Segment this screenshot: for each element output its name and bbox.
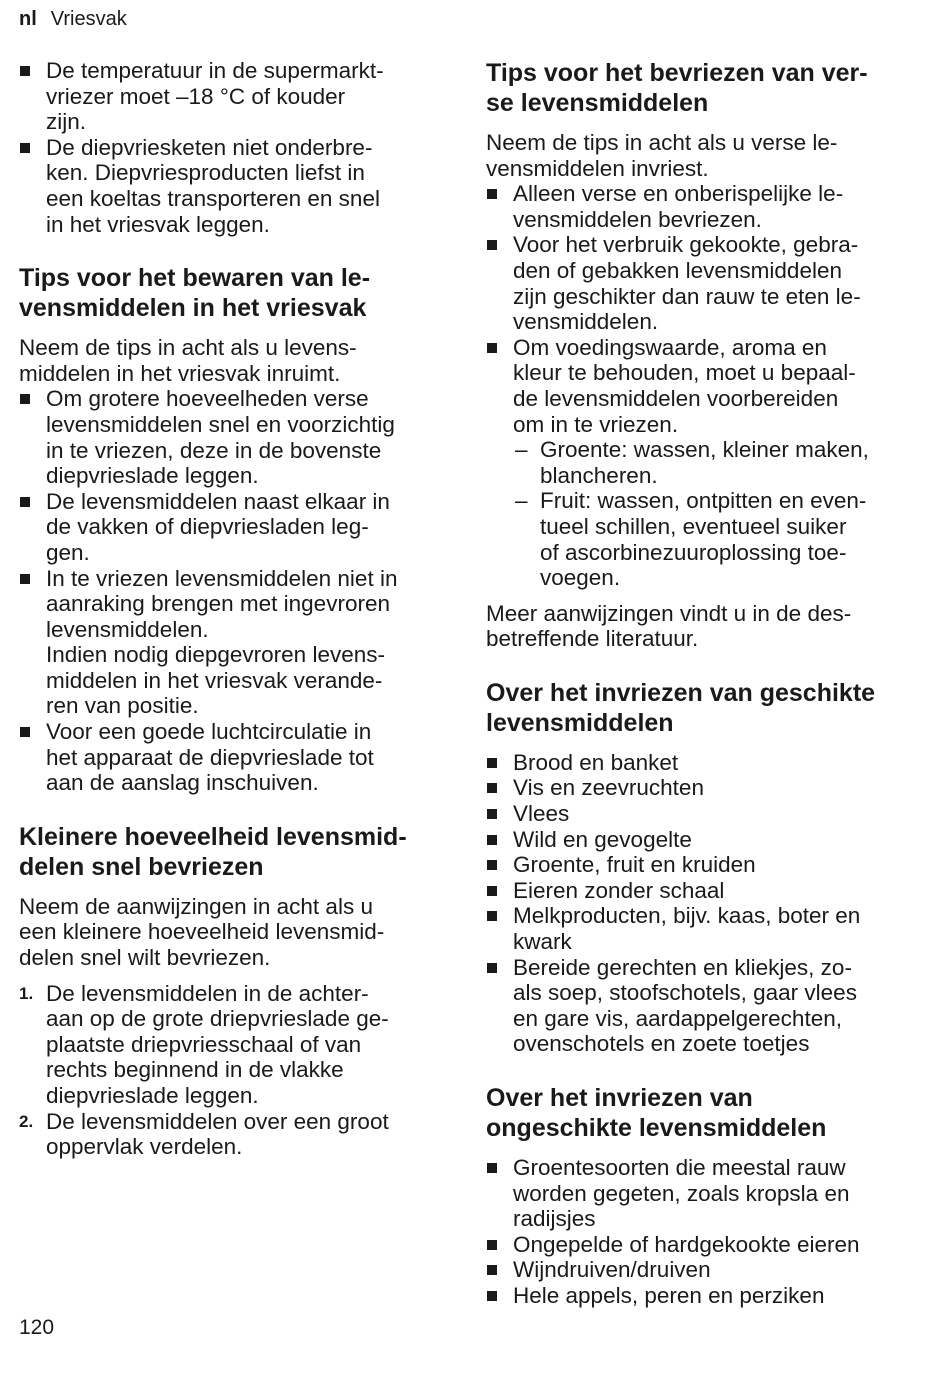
section-heading-unsuitable-foods: Over het invriezen van ongeschikte levensmiddelen (486, 1084, 827, 1142)
list-item: Brood en banket (486, 750, 906, 776)
list-item: De diepvriesketen niet onderbre- ken. Diepvriesproducten liefst in een koeltas transporteren en snel in het vriesvak leggen. (19, 135, 439, 237)
list-item: Ongepelde of hardgekookte eieren (486, 1232, 906, 1258)
list-item: Groente, fruit en kruiden (486, 852, 906, 878)
list-item: De temperatuur in de supermarkt- vriezer moet –18 °C of kouder zijn. (19, 58, 439, 135)
list-item: Wijndruiven/druiven (486, 1257, 906, 1283)
list-item: Alleen verse en onberispelijke le- vensmiddelen bevriezen. (486, 181, 906, 232)
step-number: 1. (19, 983, 34, 1003)
section-intro: Neem de aanwijzingen in acht als u een kleinere hoeveelheid levensmid- delen snel wilt bevriezen. (19, 893, 385, 971)
list-item: Om grotere hoeveelheden verse levensmiddelen snel en voorzichtig in te vriezen, deze in de bovenste diepvrieslade leggen. (19, 386, 439, 488)
section-outro: Meer aanwijzingen vindt u in de des- betreffende literatuur. (486, 600, 852, 652)
list-item: In te vriezen levensmiddelen niet in aanraking brengen met ingevroren levensmiddelen. Indien nodig diepgevroren levens- middelen in het vriesvak verande- ren van positie. (19, 566, 439, 720)
language-code: nl (19, 8, 37, 30)
list-item: Eieren zonder schaal (486, 878, 906, 904)
page-header (19, 8, 127, 31)
list-item: Wild en gevogelte (486, 827, 906, 853)
section-heading-fresh-freezing: Tips voor het bevriezen van ver- se levensmiddelen (486, 59, 868, 117)
step-text: De levensmiddelen over een groot oppervlak verdelen. (46, 1108, 389, 1160)
step-item (19, 981, 439, 1109)
list-item (486, 335, 906, 591)
section-heading-quick-freeze: Kleinere hoeveelheid levensmid- delen snel bevriezen (19, 822, 407, 881)
storing-tips-list (19, 386, 439, 796)
list-item: Vis en zeevruchten (486, 775, 906, 801)
quick-freeze-steps (19, 981, 439, 1160)
unsuitable-foods-list (486, 1155, 906, 1309)
list-item: De levensmiddelen naast elkaar in de vakken of diepvriesladen leg- gen. (19, 489, 439, 566)
section-intro: Neem de tips in acht als u levens- middelen in het vriesvak inruimt. (19, 335, 357, 386)
page-number: 120 (19, 1316, 55, 1339)
intro-bullet-list (19, 58, 439, 237)
step-text: De levensmiddelen in de achter- aan op de grote driepvrieslade ge- plaatste driepvriesschaal of van rechts beginnend in de vlakke diepvrieslade leggen. (46, 980, 389, 1108)
list-item: Groentesoorten die meestal rauw worden gegeten, zoals kropsla en radijsjes (486, 1155, 906, 1232)
list-item: Bereide gerechten en kliekjes, zo- als soep, stoofschotels, gaar vlees en gare vis, aardappelgerechten, ovenschotels en zoete toetjes (486, 955, 906, 1057)
section-heading-storing-tips: Tips voor het bewaren van le- vensmiddelen in het vriesvak (19, 264, 371, 323)
list-item: Voor een goede luchtcirculatie in het apparaat de diepvrieslade tot aan de aanslag inschuiven. (19, 719, 439, 796)
left-column (19, 58, 439, 1160)
step-item (19, 1109, 439, 1160)
suitable-foods-list (486, 750, 906, 1057)
fresh-freezing-list (486, 181, 906, 591)
section-name: Vriesvak (50, 8, 127, 30)
section-intro: Neem de tips in acht als u verse le- vensmiddelen invriest. (486, 130, 838, 181)
list-item: Hele appels, peren en perziken (486, 1283, 906, 1309)
list-item: Melkproducten, bijv. kaas, boter en kwark (486, 903, 906, 954)
sub-list-item: – Groente: wassen, kleiner maken, blancheren. (513, 437, 906, 488)
list-item: Voor het verbruik gekookte, gebra- den of gebakken levensmiddelen zijn geschikter dan rauw te eten le- vensmiddelen. (486, 232, 906, 334)
section-heading-suitable-foods: Over het invriezen van geschikte levensmiddelen (486, 678, 876, 737)
sub-list-item: – Fruit: wassen, ontpitten en even- tueel schillen, eventueel suiker of ascorbinezuuroplossing toe- voegen. (513, 488, 906, 590)
list-item-text: Om voedingswaarde, aroma en kleur te behouden, moet u bepaal- de levensmiddelen voorbereiden om in te vriezen. (513, 334, 856, 437)
sub-list (513, 437, 906, 591)
list-item: Vlees (486, 801, 906, 827)
step-number: 2. (19, 1111, 34, 1131)
right-column (486, 58, 906, 1309)
